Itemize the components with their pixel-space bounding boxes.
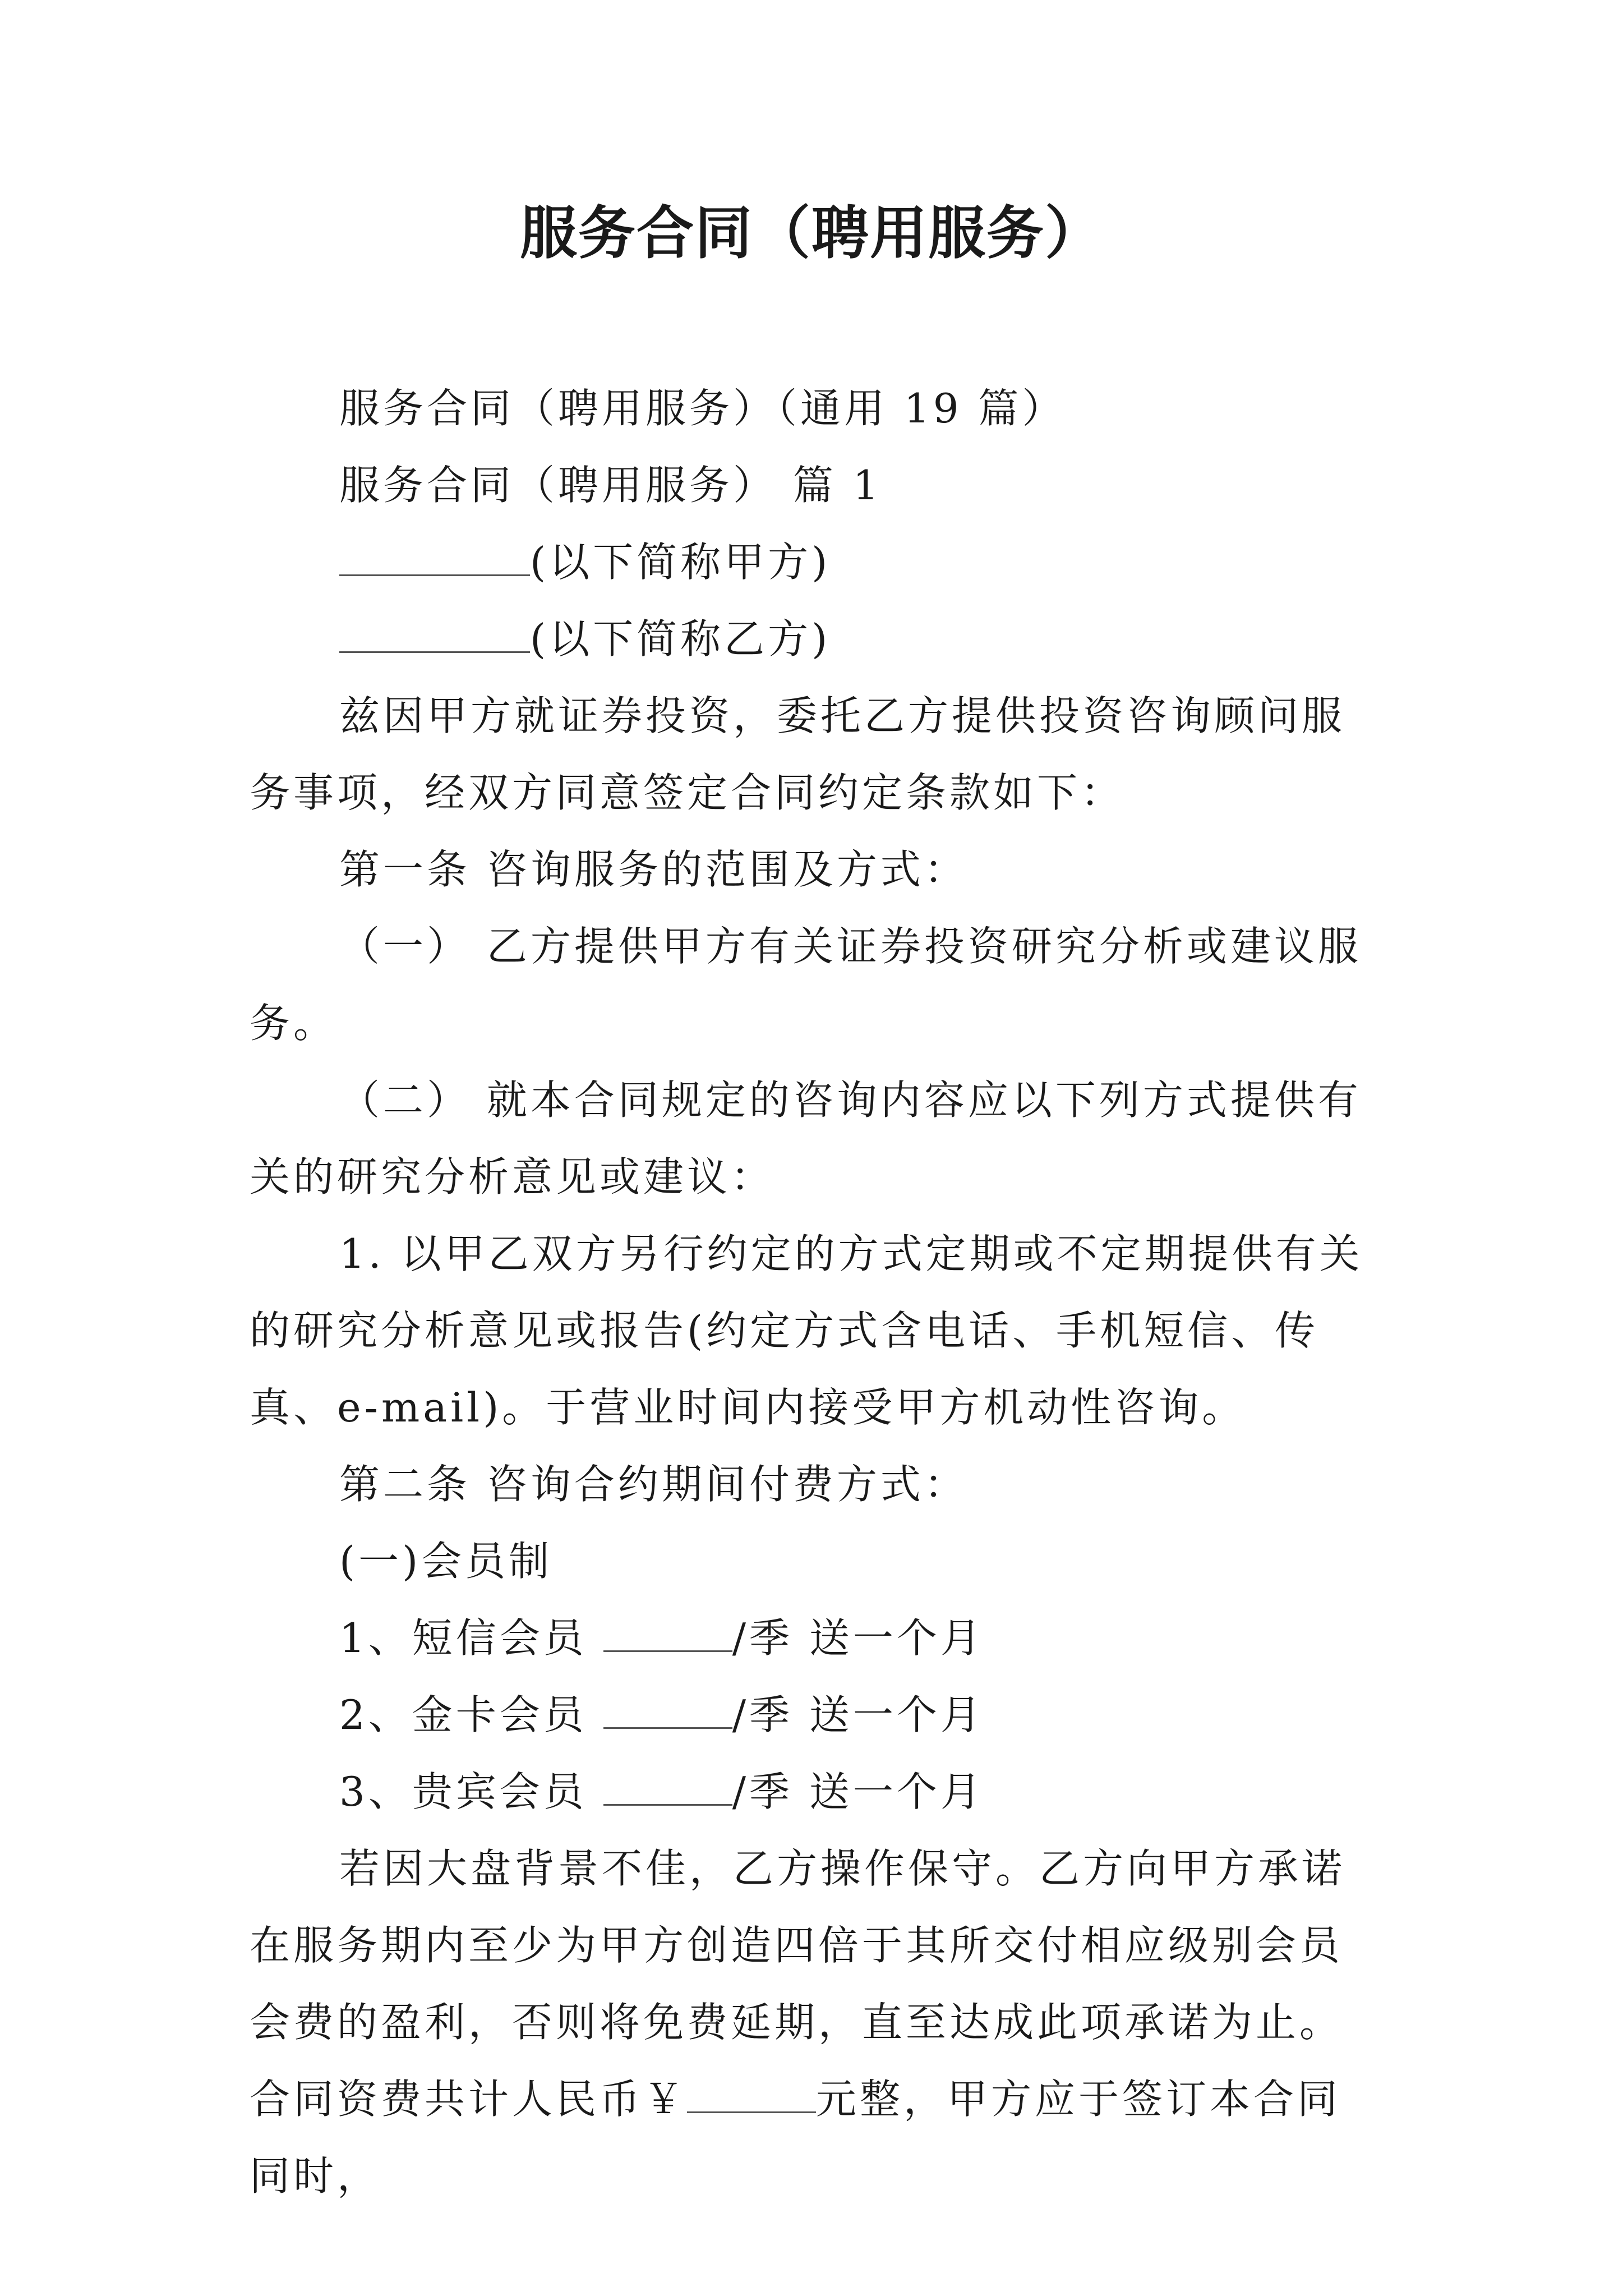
document-title: 服务合同（聘用服务） xyxy=(520,200,1103,267)
article-1-item-2: （二） 就本合同规定的咨询内容应以下列方式提供有关的研究分析意见或建议： xyxy=(250,1076,1362,1200)
article-1-title: 第一条 咨询服务的范围及方式： xyxy=(339,846,968,893)
blank-line xyxy=(687,2079,816,2113)
member-line-3 xyxy=(250,1754,1377,1830)
member-1-suffix: /季 送一个月 xyxy=(732,1614,984,1662)
member-2-label: 2、金卡会员 xyxy=(339,1691,603,1738)
blank-line xyxy=(339,542,530,576)
party-a-line xyxy=(250,524,1377,601)
article-2-subtitle: (一)会员制 xyxy=(339,1538,553,1585)
article-2-title: 第二条 咨询合约期间付费方式： xyxy=(339,1461,968,1508)
document-body xyxy=(250,370,1377,2215)
member-3-suffix: /季 送一个月 xyxy=(732,1768,984,1815)
party-b-label: (以下简称乙方) xyxy=(530,615,831,662)
blank-line xyxy=(339,619,530,653)
blank-line xyxy=(603,1618,732,1652)
member-1-label: 1、短信会员 xyxy=(339,1614,603,1662)
promise-text-2: 元整，甲方应于签订本合同同时， xyxy=(250,2076,1341,2200)
promise-text-1: 若因大盘背景不佳，乙方操作保守。乙方向甲方承诺在服务期内至少为甲方创造四倍于其所交付相应级别会员会费的盈利，否则将免费延期，直至达成此项承诺为止。合同资费共计人民币￥ xyxy=(250,1845,1346,2123)
intro-paragraph: 兹因甲方就证券投资，委托乙方提供投资咨询顾问服务事项，经双方同意签定合同约定条款如下： xyxy=(250,692,1346,816)
blank-line xyxy=(603,1772,732,1806)
member-3-label: 3、贵宾会员 xyxy=(339,1768,603,1815)
article-1-item-2-1: 1. 以甲乙双方另行约定的方式定期或不定期提供有关的研究分析意见或报告(约定方式含电话、手机短信、传真、e-mail)。于营业时间内接受甲方机动性咨询。 xyxy=(250,1230,1363,1431)
member-2-suffix: /季 送一个月 xyxy=(732,1691,984,1738)
section-heading: 服务合同（聘用服务） 篇 1 xyxy=(339,462,882,509)
member-line-1 xyxy=(250,1600,1377,1677)
article-1-item-1: （一） 乙方提供甲方有关证券投资研究分析或建议服务。 xyxy=(250,923,1362,1047)
blank-line xyxy=(603,1695,732,1729)
member-line-2 xyxy=(250,1677,1377,1754)
subtitle-line: 服务合同（聘用服务）（通用 19 篇） xyxy=(339,385,1066,432)
promise-paragraph xyxy=(250,1830,1377,2215)
party-b-line xyxy=(250,601,1377,678)
party-a-label: (以下简称甲方) xyxy=(530,539,831,586)
